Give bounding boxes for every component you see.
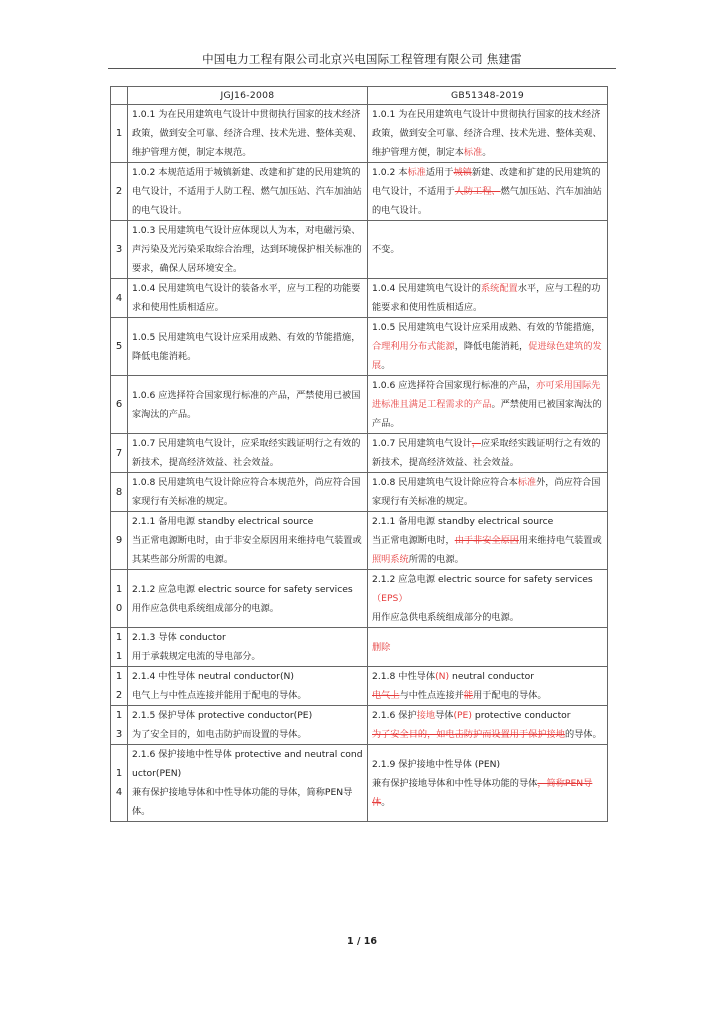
- clause-text: 燃气加压站、汽车加油站的电气设计。: [372, 186, 602, 216]
- new-clause: [368, 512, 608, 570]
- row-number: 1: [111, 105, 128, 163]
- row-number: 5: [111, 318, 128, 376]
- revised-text: 删除: [372, 641, 391, 653]
- new-clause: [368, 570, 608, 628]
- header-num-cell: [111, 87, 128, 105]
- deleted-text: 电气上: [372, 690, 400, 701]
- table-row: [111, 434, 608, 473]
- row-number: 14: [111, 745, 128, 822]
- clause-text: 新建、改建和扩建的民用建筑的电气设计，不适用于: [372, 167, 601, 197]
- clause-text: neutral conductor: [452, 671, 535, 682]
- table-row: [111, 318, 608, 376]
- old-clause: 1.0.1 为在民用建筑电气设计中贯彻执行国家的技术经济政策，做到安全可靠、经济合理、技术先进、整体美观、维护管理方便，制定本规范。: [128, 105, 368, 163]
- clause-text: 所需的电源。: [408, 554, 464, 565]
- new-clause: [368, 163, 608, 221]
- header-divider: [108, 68, 616, 69]
- old-clause: 1.0.5 民用建筑电气设计应采用成熟、有效的节能措施，降低电能消耗。: [128, 318, 368, 376]
- row-number: 4: [111, 279, 128, 318]
- new-clause: [368, 667, 608, 706]
- row-number: 7: [111, 434, 128, 473]
- revised-text: 接地: [416, 710, 436, 721]
- new-clause: [368, 628, 608, 667]
- clause-text: 用于配电的导体。: [473, 690, 547, 701]
- table-row: [111, 628, 608, 667]
- old-clause: 2.1.6 保护接地中性导体 protective and neutral conductor(PEN) 兼有保护接地导体和中性导体功能的导体，简称PEN导体。: [128, 745, 368, 822]
- new-clause: [368, 434, 608, 473]
- table-row: [111, 570, 608, 628]
- row-number: 3: [111, 221, 128, 279]
- revised-text: 照明系统: [372, 554, 409, 565]
- new-clause: [368, 279, 608, 318]
- clause-text: ，降低电能消耗，: [454, 341, 529, 352]
- clause-text: 1.0.5 民用建筑电气设计应采用成熟、有效的节能措施，: [372, 322, 601, 333]
- table-row: [111, 221, 608, 279]
- clause-text: 。: [381, 360, 391, 371]
- clause-text: 2.1.1 备用电源 standby electrical source 当正常电源断电时，: [372, 516, 554, 546]
- old-clause: 2.1.3 导体 conductor 用于承载规定电流的导电部分。: [128, 628, 368, 667]
- header-new-standard: GB51348-2019: [368, 87, 608, 105]
- table-row: [111, 473, 608, 512]
- revised-text: 促进绿色建筑的发展: [372, 341, 602, 371]
- deleted-text: 由于非安全原因: [454, 535, 519, 546]
- new-clause: [368, 376, 608, 434]
- old-clause: 1.0.6 应选择符合国家现行标准的产品，严禁使用已被国家淘汰的产品。: [128, 376, 368, 434]
- table-row: [111, 667, 608, 706]
- row-number: 10: [111, 570, 128, 628]
- clause-text: 水平，应与工程的功能要求和使用性质相适应。: [372, 283, 601, 313]
- clause-text: 1.0.2 本: [372, 167, 408, 178]
- clause-text: 2.1.9 保护接地中性导体 (PEN) 兼有保护接地导体和中性导体功能的导体: [372, 758, 538, 789]
- table-row: [111, 706, 608, 745]
- revised-text: 合理利用分布式能源: [372, 341, 455, 352]
- table-row: [111, 376, 608, 434]
- comparison-table: [110, 86, 608, 822]
- deleted-text: 能: [463, 690, 474, 701]
- old-clause: 1.0.7 民用建筑电气设计，应采取经实践证明行之有效的新技术，提高经济效益、社会效益。: [128, 434, 368, 473]
- clause-text: 1.0.4 民用建筑电气设计的: [372, 283, 481, 294]
- clause-text: 用作应急供电系统组成部分的电源。: [372, 612, 519, 623]
- new-clause: [368, 745, 608, 822]
- revised-text: （EPS）: [372, 593, 408, 604]
- clause-text: 不变。: [372, 244, 400, 255]
- old-clause: 1.0.4 民用建筑电气设计的装备水平，应与工程的功能要求和使用性质相适应。: [128, 279, 368, 318]
- table-row: [111, 163, 608, 221]
- table-row: [111, 105, 608, 163]
- deleted-text: 为了安全目的，如电击防护而设置用于保护接地: [372, 729, 565, 740]
- clause-text: 。: [482, 147, 492, 158]
- clause-text: 外，尚应符合国家现行有关标准的规定。: [372, 477, 601, 507]
- clause-text: 用来维持电气装置或: [519, 535, 602, 546]
- new-clause: [368, 221, 608, 279]
- table-header-row: [111, 87, 608, 105]
- old-clause: 2.1.1 备用电源 standby electrical source 当正常电源断电时，由于非安全原因用来维持电气装置或其某些部分所需的电源。: [128, 512, 368, 570]
- deleted-text: 人防工程、: [454, 186, 501, 197]
- clause-text: 2.1.6 保护: [372, 710, 417, 721]
- clause-text: 导体: [435, 710, 454, 721]
- clause-text: protective conductor: [474, 710, 571, 721]
- new-clause: [368, 318, 608, 376]
- clause-text: 2.1.2 应急电源 electric source for safety services: [372, 574, 593, 585]
- row-number: 13: [111, 706, 128, 745]
- new-clause: [368, 105, 608, 163]
- old-clause: 1.0.2 本规范适用于城镇新建、改建和扩建的民用建筑的电气设计，不适用于人防工程、燃气加压站、汽车加油站的电气设计。: [128, 163, 368, 221]
- revised-text: (PE): [453, 710, 472, 721]
- revised-text: 标准: [517, 477, 537, 488]
- clause-text: 1.0.1 为在民用建筑电气设计中贯彻执行国家的技术经济政策，做到安全可靠、经济合理、技术先进、整体美观、维护管理方便，制定本: [372, 109, 602, 158]
- clause-text: 。严禁使用已被国家淘汰的产品。: [372, 399, 602, 429]
- new-clause: [368, 706, 608, 745]
- clause-text: 1.0.6 应选择符合国家现行标准的产品，: [372, 380, 537, 391]
- old-clause: 1.0.3 民用建筑电气设计应体现以人为本，对电磁污染、声污染及光污染采取综合治理，达到环境保护相关标准的要求，确保人居环境安全。: [128, 221, 368, 279]
- table-row: [111, 745, 608, 822]
- row-number: 2: [111, 163, 128, 221]
- old-clause: 2.1.2 应急电源 electric source for safety services 用作应急供电系统组成部分的电源。: [128, 570, 368, 628]
- clause-text: 适用于: [425, 167, 454, 178]
- page-header: 中国电力工程有限公司北京兴电国际工程管理有限公司 焦建雷: [202, 52, 522, 66]
- deleted-text: 城镇: [453, 167, 472, 178]
- old-clause: 2.1.5 保护导体 protective conductor(PE) 为了安全目的，如电击防护而设置的导体。: [128, 706, 368, 745]
- row-number: 8: [111, 473, 128, 512]
- row-number: 6: [111, 376, 128, 434]
- revised-text: 亦可采用国际先进标准且满足工程需求的产品: [372, 380, 601, 410]
- clause-text: 2.1.8 中性导体: [372, 671, 436, 682]
- clause-text: 1.0.8 民用建筑电气设计除应符合本: [372, 477, 518, 488]
- clause-text: 与中性点连接并: [399, 690, 464, 701]
- clause-text: 1.0.7 民用建筑电气设计: [372, 438, 472, 449]
- row-number: 9: [111, 512, 128, 570]
- deleted-text: ，简称PEN导体: [372, 777, 593, 808]
- clause-text: 的导体。: [564, 729, 602, 740]
- old-clause: 1.0.8 民用建筑电气设计除应符合本规范外，尚应符合国家现行有关标准的规定。: [128, 473, 368, 512]
- revised-text: 系统配置: [481, 283, 518, 294]
- row-number: 12: [111, 667, 128, 706]
- table-row: [111, 279, 608, 318]
- row-number: 11: [111, 628, 128, 667]
- old-clause: 2.1.4 中性导体 neutral conductor(N) 电气上与中性点连接并能用于配电的导体。: [128, 667, 368, 706]
- revised-text: 标准: [407, 167, 426, 178]
- table-row: [111, 512, 608, 570]
- deleted-text: ，: [471, 438, 481, 449]
- revised-text: 标准: [463, 147, 483, 158]
- clause-text: 。: [381, 796, 391, 808]
- clause-text: 应采取经实践证明行之有效的新技术，提高经济效益、社会效益。: [372, 438, 601, 468]
- header-old-standard: JGJ16-2008: [128, 87, 368, 105]
- new-clause: [368, 473, 608, 512]
- page-number: 1 / 16: [347, 936, 377, 947]
- revised-text: (N): [435, 671, 450, 682]
